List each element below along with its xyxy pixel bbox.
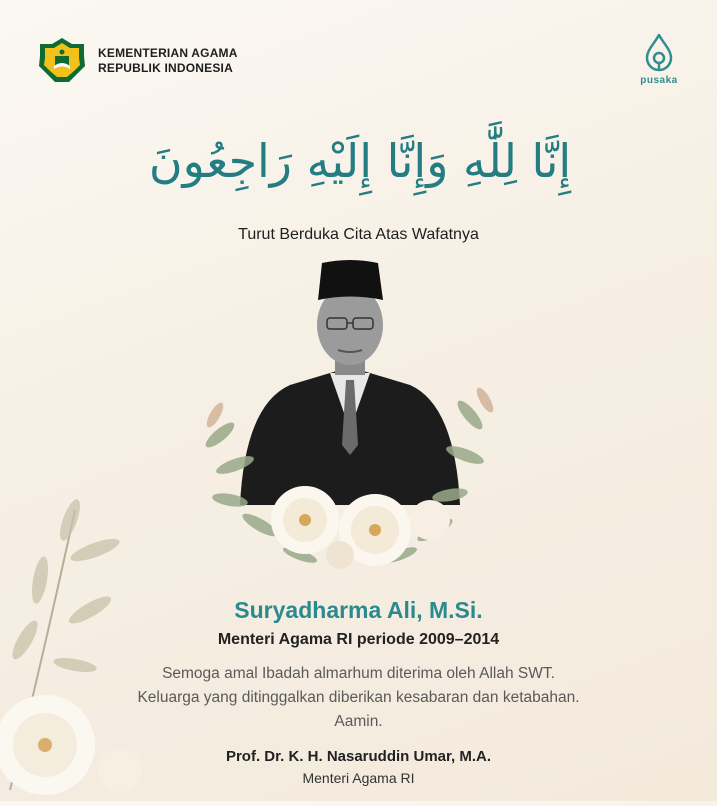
deceased-position: Menteri Agama RI periode 2009–2014 [217,631,500,648]
prayer-line: Aamin. [334,713,383,730]
signer-name: Prof. Dr. K. H. Nasaruddin Umar, M.A. [225,748,492,765]
pusaka-logo-text: pusaka [640,75,678,86]
arabic-calligraphy: إِنَّا لِلَّٰهِ وَإِنَّا إِلَيْهِ رَاجِعُونَ [148,134,572,188]
pusaka-logo [634,34,684,92]
ministry-name-line1: KEMENTERIAN AGAMA [98,46,238,60]
deceased-name: Suryadharma Ali, M.Si. [234,597,483,623]
kemenag-logo [37,36,87,84]
ministry-name-line2: REPUBLIK INDONESIA [98,61,233,75]
pusaka-drop-icon [644,34,674,72]
prayer-line: Semoga amal Ibadah almarhum diterima oleh Allah SWT. [162,665,555,682]
signer-title: Menteri Agama RI [302,770,415,786]
portrait-with-wreath [200,255,500,595]
prayer-line: Keluarga yang ditinggalkan diberikan kesabaran dan ketabahan. [137,689,580,706]
ministry-name [98,46,238,76]
condolence-heading: Turut Berduka Cita Atas Wafatnya [238,226,479,243]
floral-decoration [0,470,190,801]
